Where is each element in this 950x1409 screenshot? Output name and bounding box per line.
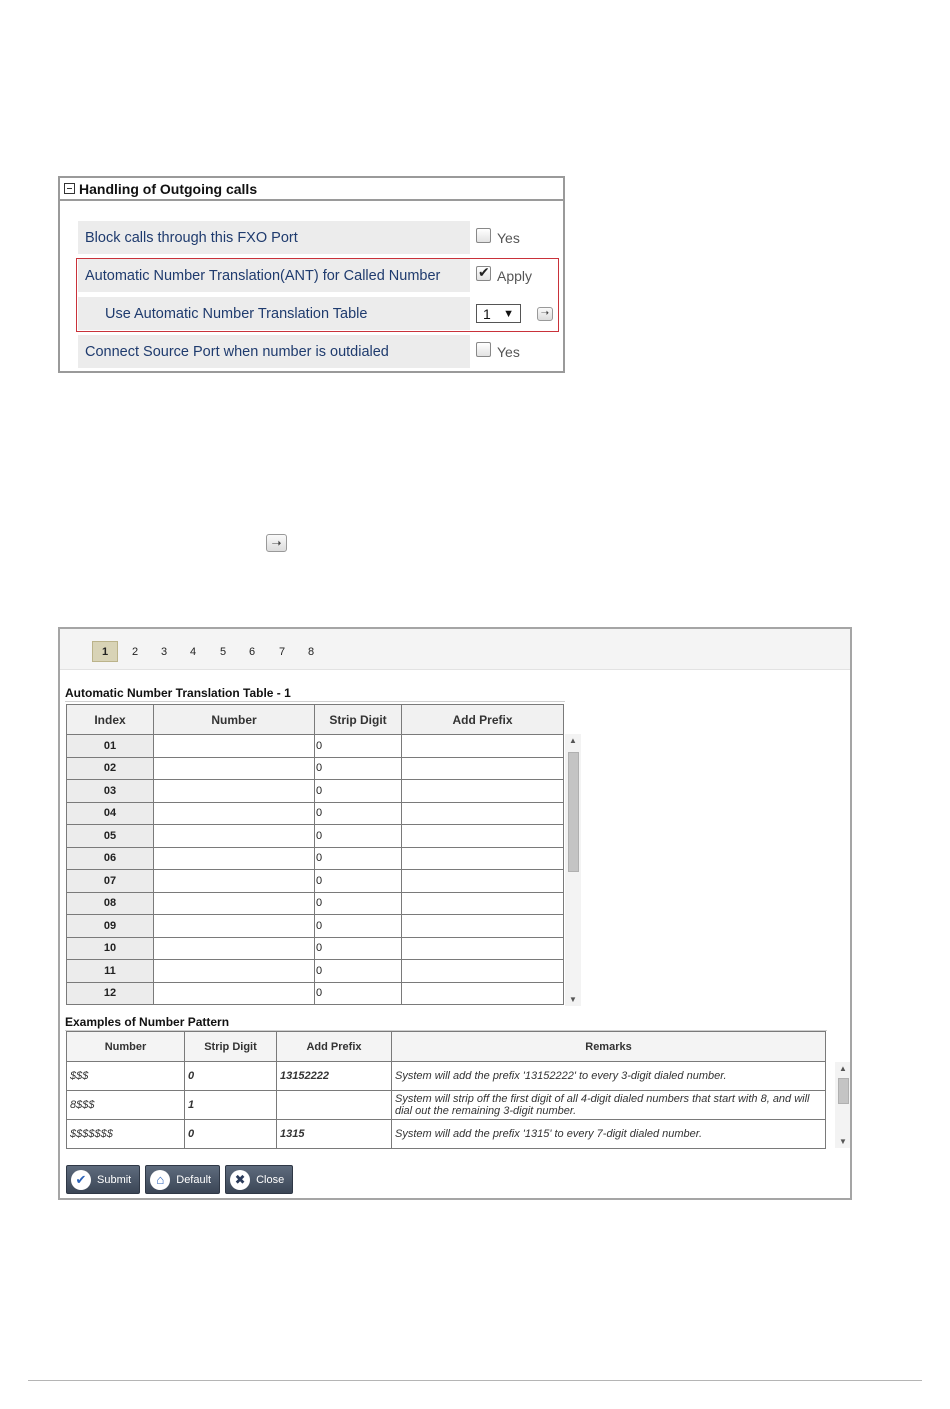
add-prefix-input-cell[interactable] bbox=[402, 982, 564, 1005]
index-cell: 06 bbox=[67, 847, 154, 870]
column-header-add-prefix: Add Prefix bbox=[277, 1032, 392, 1062]
column-header-number: Number bbox=[154, 705, 315, 735]
checkbox-option-label: Yes bbox=[497, 343, 520, 360]
tab-7[interactable]: 7 bbox=[278, 645, 286, 658]
add-prefix-input-cell[interactable] bbox=[402, 825, 564, 848]
default-label: Default bbox=[176, 1173, 212, 1186]
example-strip-cell: 0 bbox=[185, 1062, 277, 1091]
index-cell: 09 bbox=[67, 915, 154, 938]
number-input-cell[interactable] bbox=[154, 847, 315, 870]
number-input-cell[interactable] bbox=[154, 937, 315, 960]
example-prefix-cell: 1315 bbox=[277, 1120, 392, 1149]
strip-digit-input-cell[interactable]: 0 bbox=[315, 802, 402, 825]
table-row bbox=[67, 847, 564, 870]
number-input-cell[interactable] bbox=[154, 735, 315, 758]
example-number-cell: 8$$$ bbox=[67, 1091, 185, 1120]
ant-table-header bbox=[66, 704, 564, 735]
number-input-cell[interactable] bbox=[154, 892, 315, 915]
add-prefix-input-cell[interactable] bbox=[402, 757, 564, 780]
add-prefix-input-cell[interactable] bbox=[402, 915, 564, 938]
strip-digit-input-cell[interactable]: 0 bbox=[315, 735, 402, 758]
add-prefix-input-cell[interactable] bbox=[402, 735, 564, 758]
ant-table bbox=[66, 734, 564, 1005]
index-cell: 04 bbox=[67, 802, 154, 825]
ant-table-scroll-area[interactable] bbox=[66, 734, 582, 1006]
close-button[interactable] bbox=[225, 1165, 293, 1194]
scroll-up-icon[interactable]: ▲ bbox=[569, 736, 577, 745]
scroll-up-icon[interactable]: ▲ bbox=[839, 1064, 847, 1073]
collapse-icon[interactable] bbox=[64, 183, 75, 194]
add-prefix-input-cell[interactable] bbox=[402, 847, 564, 870]
triangle-down-icon: ▼ bbox=[503, 307, 514, 320]
index-cell: 03 bbox=[67, 780, 154, 803]
add-prefix-input-cell[interactable] bbox=[402, 780, 564, 803]
ant-table-scrollbar[interactable] bbox=[565, 734, 581, 1006]
x-circle-icon: ✖ bbox=[230, 1170, 250, 1190]
column-header-remarks: Remarks bbox=[392, 1032, 826, 1062]
table-row bbox=[67, 780, 564, 803]
examples-title: Examples of Number Pattern bbox=[65, 1015, 827, 1031]
table-row bbox=[67, 1091, 826, 1120]
dialog-button-row bbox=[66, 1165, 293, 1194]
table-row bbox=[67, 892, 564, 915]
strip-digit-input-cell[interactable]: 0 bbox=[315, 960, 402, 983]
outgoing-calls-panel bbox=[58, 176, 565, 373]
example-strip-cell: 0 bbox=[185, 1120, 277, 1149]
example-remarks-cell: System will add the prefix '13152222' to every 3-digit dialed number. bbox=[392, 1062, 826, 1091]
tab-2[interactable]: 2 bbox=[131, 645, 139, 658]
table-row bbox=[67, 757, 564, 780]
example-number-cell: $$$$$$$ bbox=[67, 1120, 185, 1149]
strip-digit-input-cell[interactable]: 0 bbox=[315, 847, 402, 870]
example-strip-cell: 1 bbox=[185, 1091, 277, 1120]
column-header-index: Index bbox=[67, 705, 154, 735]
add-prefix-input-cell[interactable] bbox=[402, 802, 564, 825]
column-header-number: Number bbox=[67, 1032, 185, 1062]
strip-digit-input-cell[interactable]: 0 bbox=[315, 757, 402, 780]
tab-1[interactable]: 1 bbox=[92, 641, 118, 662]
column-header-strip-digit: Strip Digit bbox=[185, 1032, 277, 1062]
tab-3[interactable]: 3 bbox=[160, 645, 168, 658]
ant-highlight-box bbox=[76, 258, 559, 332]
index-cell: 08 bbox=[67, 892, 154, 915]
submit-label: Submit bbox=[97, 1173, 132, 1186]
examples-scrollbar[interactable] bbox=[835, 1062, 851, 1148]
index-cell: 02 bbox=[67, 757, 154, 780]
setting-label: Automatic Number Translation(ANT) for Called Number bbox=[78, 259, 470, 292]
index-cell: 05 bbox=[67, 825, 154, 848]
strip-digit-input-cell[interactable]: 0 bbox=[315, 915, 402, 938]
footer-divider bbox=[28, 1380, 922, 1381]
index-cell: 10 bbox=[67, 937, 154, 960]
example-number-cell: $$$ bbox=[67, 1062, 185, 1091]
table-row bbox=[67, 1120, 826, 1149]
column-header-add-prefix: Add Prefix bbox=[402, 705, 564, 735]
tab-8[interactable]: 8 bbox=[307, 645, 315, 658]
setting-row-connect-source bbox=[78, 335, 520, 368]
setting-label: Connect Source Port when number is outdialed bbox=[78, 335, 470, 368]
table-row bbox=[67, 870, 564, 893]
example-prefix-cell bbox=[277, 1091, 392, 1120]
add-prefix-input-cell[interactable] bbox=[402, 937, 564, 960]
submit-button[interactable] bbox=[66, 1165, 140, 1194]
table-row bbox=[67, 825, 564, 848]
setting-label: Use Automatic Number Translation Table bbox=[78, 297, 470, 330]
scrollbar-thumb[interactable] bbox=[568, 752, 579, 872]
index-cell: 12 bbox=[67, 982, 154, 1005]
scroll-down-icon[interactable]: ▼ bbox=[839, 1137, 847, 1146]
select-value: 1 bbox=[483, 305, 491, 322]
block-calls-checkbox[interactable] bbox=[476, 228, 491, 243]
arrow-right-icon: ➝ bbox=[266, 534, 287, 552]
close-label: Close bbox=[256, 1173, 285, 1186]
index-cell: 07 bbox=[67, 870, 154, 893]
number-input-cell[interactable] bbox=[154, 757, 315, 780]
column-header-strip-digit: Strip Digit bbox=[315, 705, 402, 735]
setting-row-block-calls bbox=[78, 221, 520, 254]
number-input-cell[interactable] bbox=[154, 780, 315, 803]
strip-digit-input-cell[interactable]: 0 bbox=[315, 982, 402, 1005]
scrollbar-thumb[interactable] bbox=[838, 1078, 849, 1104]
add-prefix-input-cell[interactable] bbox=[402, 892, 564, 915]
number-input-cell[interactable] bbox=[154, 915, 315, 938]
check-circle-icon: ✔ bbox=[71, 1170, 91, 1190]
tab-4[interactable]: 4 bbox=[189, 645, 197, 658]
table-row bbox=[67, 960, 564, 983]
index-cell: 01 bbox=[67, 735, 154, 758]
number-input-cell[interactable] bbox=[154, 982, 315, 1005]
checkbox-option-label: Yes bbox=[497, 229, 520, 246]
table-tab-bar bbox=[60, 629, 850, 670]
example-remarks-cell: System will strip off the first digit of all 4-digit dialed numbers that start with 8, and will dial out the remaining 3-digit number. bbox=[392, 1091, 826, 1120]
number-input-cell[interactable] bbox=[154, 825, 315, 848]
strip-digit-input-cell[interactable]: 0 bbox=[315, 780, 402, 803]
example-remarks-cell: System will add the prefix '1315' to every 7-digit dialed number. bbox=[392, 1120, 826, 1149]
add-prefix-input-cell[interactable] bbox=[402, 960, 564, 983]
tab-5[interactable]: 5 bbox=[219, 645, 227, 658]
default-button[interactable] bbox=[145, 1165, 220, 1194]
examples-table bbox=[66, 1031, 826, 1149]
table-row bbox=[67, 802, 564, 825]
table-row bbox=[67, 937, 564, 960]
strip-digit-input-cell[interactable]: 0 bbox=[315, 870, 402, 893]
ant-table-title: Automatic Number Translation Table - 1 bbox=[65, 686, 565, 702]
checkbox-option-label: Apply bbox=[497, 267, 533, 284]
add-prefix-input-cell[interactable] bbox=[402, 870, 564, 893]
strip-digit-input-cell[interactable]: 0 bbox=[315, 825, 402, 848]
tab-6[interactable]: 6 bbox=[248, 645, 256, 658]
connect-source-checkbox[interactable] bbox=[476, 342, 491, 357]
example-prefix-cell: 13152222 bbox=[277, 1062, 392, 1091]
index-cell: 11 bbox=[67, 960, 154, 983]
number-input-cell[interactable] bbox=[154, 802, 315, 825]
strip-digit-input-cell[interactable]: 0 bbox=[315, 892, 402, 915]
table-row bbox=[67, 735, 564, 758]
scroll-down-icon[interactable]: ▼ bbox=[569, 995, 577, 1004]
table-row bbox=[67, 982, 564, 1005]
house-icon: ⌂ bbox=[150, 1170, 170, 1190]
number-input-cell[interactable] bbox=[154, 870, 315, 893]
panel-header[interactable] bbox=[60, 178, 563, 201]
setting-label: Block calls through this FXO Port bbox=[78, 221, 470, 254]
number-input-cell[interactable] bbox=[154, 960, 315, 983]
strip-digit-input-cell[interactable]: 0 bbox=[315, 937, 402, 960]
arrow-right-icon[interactable]: ➝ bbox=[537, 307, 553, 321]
table-row bbox=[67, 915, 564, 938]
ant-table-dialog bbox=[58, 627, 852, 1200]
table-row bbox=[67, 1062, 826, 1091]
panel-title: Handling of Outgoing calls bbox=[79, 180, 258, 197]
